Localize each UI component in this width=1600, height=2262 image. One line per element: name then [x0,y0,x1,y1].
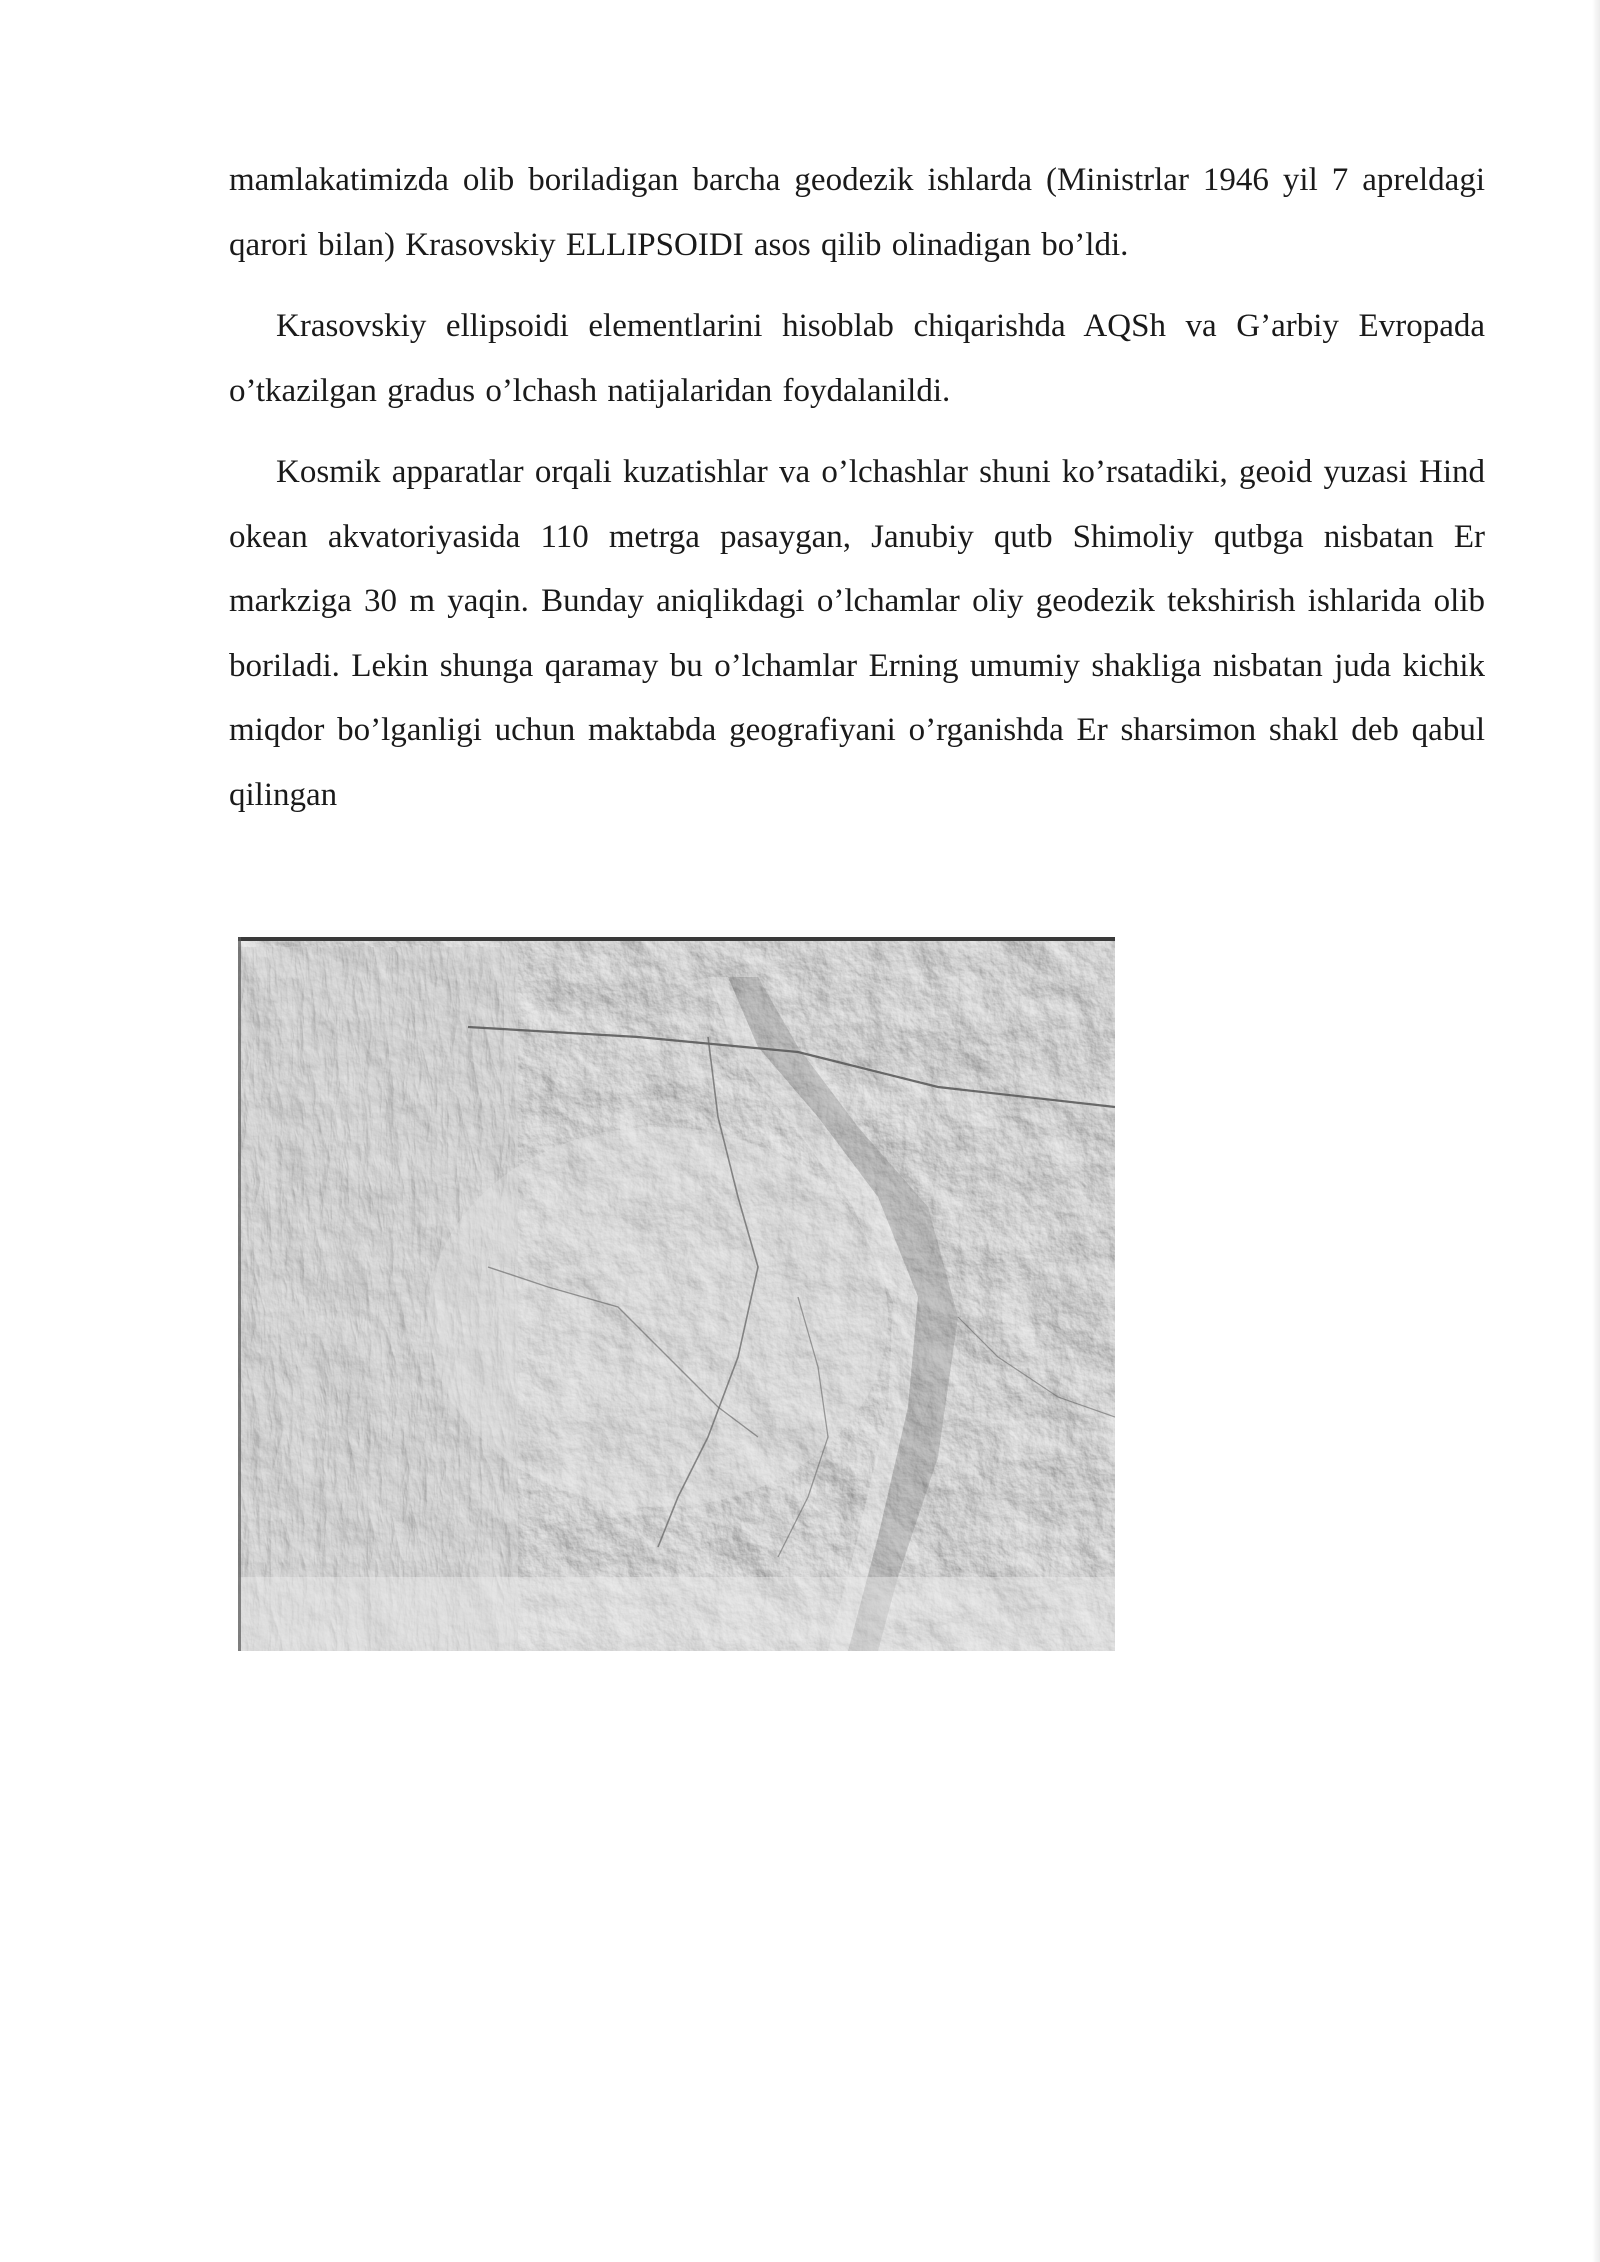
paragraph-1: mamlakatimizda olib boriladigan barcha geodezik ishlarda (Ministrlar 1946 yil 7 apreldagi qarori bilan) Krasovskiy ELLIPSOIDI asos qilib olinadigan bo’ldi. [229,162,1485,263]
text-body [229,148,1485,844]
paragraph-3: Kosmik apparatlar orqali kuzatishlar va o’lchashlar shuni ko’rsatadiki, geoid yuzasi Hind okean akvatoriyasida 110 metrga pasaygan, Janubiy qutb Shimoliy qutbga nisbatan Er markziga 30 m yaqin. Bunday aniqlikdagi o’lchamlar oliy geodezik tekshirish ishlarida olib boriladi. Lekin shunga qaramay bu o’lchamlar Erning umumiy shakliga nisbatan juda kichik miqdor bo’lganligi uchun maktabda geografiyani o’rganishda Er sharsimon shakl deb qabul qilingan [229,454,1485,813]
paragraph-2: Krasovskiy ellipsoidi elementlarini hisoblab chiqarishda AQSh va G’arbiy Evropada o’tkazilgan gradus o’lchash natijalaridan foydalanildi. [229,308,1485,409]
page-edge-shadow [1592,0,1600,2262]
bottom-haze [238,1577,1115,1651]
central-basin [428,1127,888,1507]
relief-map-graphic [238,937,1115,1651]
terrain-relief-image [238,937,1115,1651]
top-border [238,937,1115,941]
left-border [238,937,241,1651]
